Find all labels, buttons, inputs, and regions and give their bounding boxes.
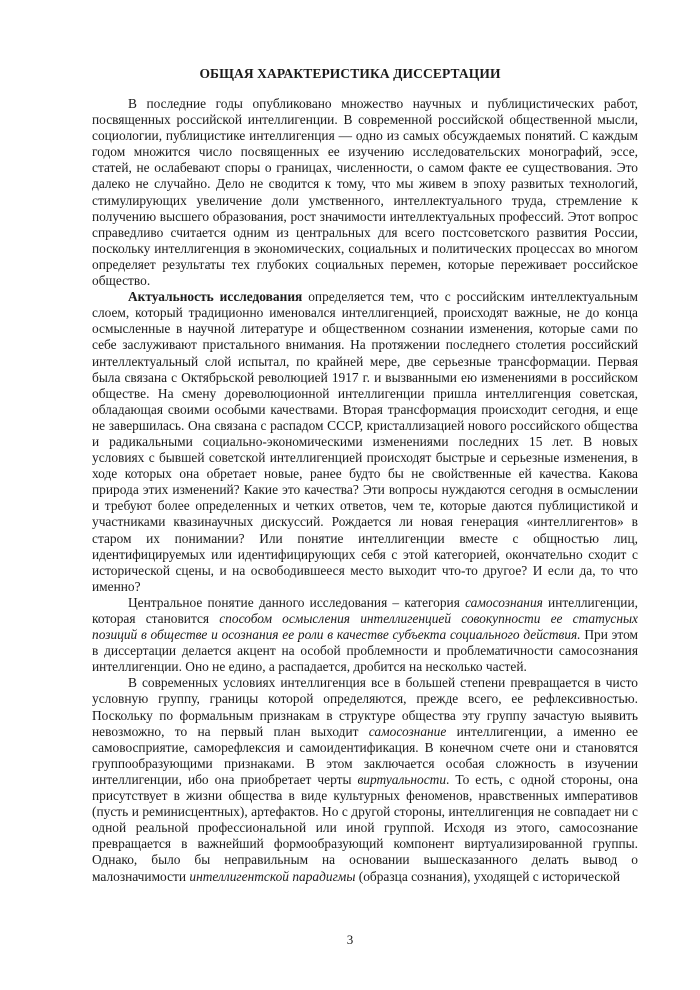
document-body bbox=[92, 96, 638, 885]
paragraph-4-text-a: В современных условиях интеллигенция все в большей степени превращается в чисто условную группу, границы которой определяются, прежде всего, ее рефлексивностью. Поскольку по формальным признакам в структуре общества эту группу зачастую выявить невозможно, то на первый план выходит bbox=[92, 675, 638, 739]
paragraph-3 bbox=[92, 595, 638, 675]
relevance-heading: Актуальность исследования bbox=[128, 289, 303, 305]
paragraph-4 bbox=[92, 675, 638, 884]
paragraph-4-text-d: (образца сознания), уходящей с исторической bbox=[355, 868, 620, 884]
paragraph-3-text-c: При этом в диссертации делается акцент на особой проблемности и проблематичности самосознания интеллигенции. Оно не едино, а распадается, дробится на несколько частей. bbox=[92, 627, 638, 675]
paragraph-1: В последние годы опубликовано множество научных и публицистических работ, посвященных российской интеллигенции. В современной российской общественной мысли, социологии, публицистике интеллигенция — одно из самых обсуждаемых понятий. С каждым годом множится число посвященных ее изучению исследовательских монографий, эссе, статей, не ослабевают споры о границах, численности, о самом факте ее существования. Это далеко не случайно. Дело не сводится к тому, что мы живем в эпоху развитых технологий, стимулирующих увеличение доли умственного, интеллектуального труда, стремление к получению высшего образования, рост значимости интеллектуальных профессий. Этот вопрос справедливо считается одним из центральных для всего постсоветского развития России, поскольку интеллигенция в экономических, социальных и политических процессах во многом определяет результаты тех глубоких социальных перемен, которые переживает российское общество. bbox=[92, 96, 638, 289]
paragraph-4-italic-1: самосознание bbox=[368, 723, 447, 739]
paragraph-4-italic-3: интеллигентской парадигмы bbox=[189, 868, 356, 884]
paragraph-3-text-b: интеллигенции, которая становится bbox=[92, 594, 638, 626]
paragraph-2 bbox=[92, 289, 638, 595]
paragraph-2-text: определяется тем, что с российским интеллектуальным слоем, который традиционно именовался интеллигенцией, происходят важные, не до конца осмысленные в научной литературе и общественном сознании изменения, которые сами по себе заслуживают пристального внимания. На протяжении последнего столетия российский интеллектуальный слой испытал, по крайней мере, две серьезные трансформации. Первая была связана с Октябрьской революцией 1917 г. и вызванными ею изменениями в российском обществе. На смену дореволюционной интеллигенции пришла интеллигенция советская, обладающая своими особыми качествами. Вторая трансформация происходит сегодня, и еще не завершилась. Она связана с распадом СССР, кристаллизацией нового российского общества и радикальными социально-экономическими изменениями последних 15 лет. В новых условиях с бывшей советской интеллигенцией происходят быстрые и серьезные изменения, в ходе которых она обретает новые, ранее будто бы не свойственные ей качества. Какова природа этих изменений? Какие это качества? Эти вопросы нуждаются сегодня в осмыслении и требуют более определенных и четких ответов, чем те, которые даются публицистикой и участниками квазинаучных дискуссий. Рождается ли новая генерация «интеллигентов» в старом их понимании? Или понятие интеллигенции вместе с общностью лиц, идентифицируемых или идентифицирующих себя с этой категорией, окончательно сходит с исторической сцены, и на освободившееся место выходит что-то другое? И если да, то что именно? bbox=[92, 289, 638, 594]
document-title: ОБЩАЯ ХАРАКТЕРИСТИКА ДИССЕРТАЦИИ bbox=[199, 66, 501, 81]
page-number: 3 bbox=[346, 932, 354, 947]
paragraph-4-text-c: . То есть, с одной стороны, она присутствует в жизни общества в виде культурных феноменов, нравственных императивов (пусть и реминисцентных), артефактов. Но с другой стороны, интеллигенция не совпадает ни с одной реальной профессиональной или иной группой. Исходя из этого, самосознание превращается в важнейший формообразующий компонент виртуализированной группы. Однако, было бы неправильным на основании вышесказанного делать вывод о малозначимости bbox=[92, 771, 638, 884]
paragraph-3-italic-1: самосознания bbox=[465, 594, 543, 610]
paragraph-3-text-a: Центральное понятие данного исследования – категория bbox=[128, 594, 466, 610]
paragraph-3-italic-2: способом осмысления интеллигенцией совокупности ее статусных позиций в обществе и осознания ее роли в качестве субъекта социального действия. bbox=[92, 611, 638, 643]
paragraph-4-italic-2: виртуальности bbox=[357, 771, 447, 787]
paragraph-4-text-b: интеллигенции, а именно ее самовосприятие, саморефлексия и самоидентификация. В конечном счете они и становятся группообразующими признаками. В этом заключается особая сложность в изучении интеллигенции, ибо она приобретает черты bbox=[92, 723, 639, 787]
